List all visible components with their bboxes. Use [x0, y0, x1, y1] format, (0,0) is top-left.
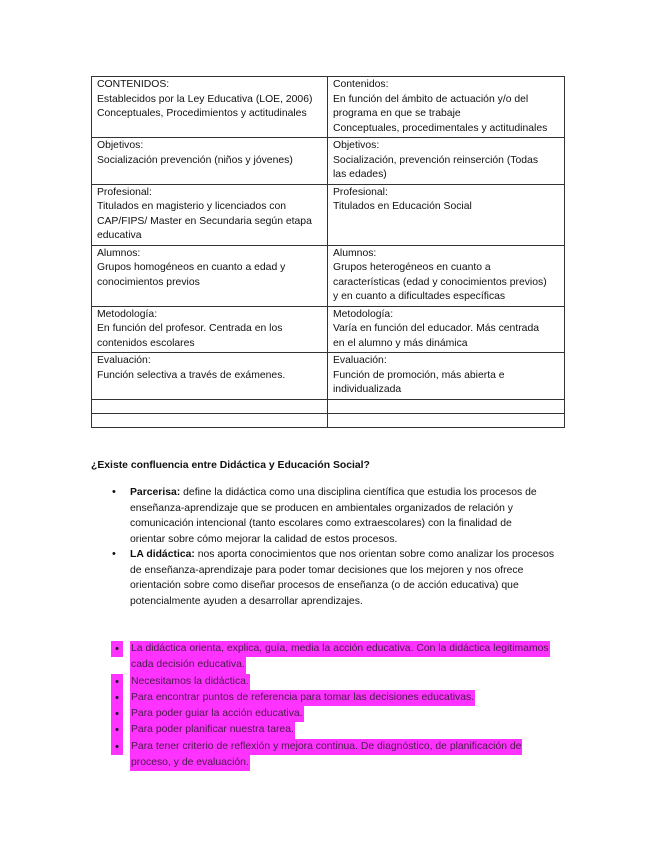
- text-line: enseñanza-aprendizaje que se producen en ambientales organizados de relación y: [130, 502, 513, 514]
- table-cell-left: [92, 245, 328, 306]
- table-cell-empty: [328, 399, 565, 413]
- highlighted-line: La didáctica orienta, explica, guía, media la acción educativa. Con la didáctica legitimamos: [130, 641, 550, 657]
- table-row: [92, 306, 565, 353]
- bullet-icon: •: [111, 706, 123, 722]
- cell-line: Varía en función del educador. Más centrada: [333, 323, 540, 334]
- text-line: comunicación intencional (tanto escolares como extraescolares) con la finalidad de: [130, 518, 512, 529]
- table-cell-right: [328, 184, 565, 245]
- list-item: [115, 674, 550, 690]
- cell-line: en el alumno y más dinámica: [333, 337, 468, 349]
- definitions-list: [112, 485, 570, 609]
- table-row: [92, 77, 565, 138]
- highlighted-line: Para tener criterio de reflexión y mejora continua. De diagnóstico, de planificación de: [130, 739, 522, 755]
- cell-line: Establecidos por la Ley Educativa (LOE, 2006): [97, 93, 313, 105]
- table-cell-right: [328, 353, 565, 400]
- cell-line: Alumnos:: [97, 247, 141, 259]
- cell-line: CONTENIDOS:: [97, 79, 170, 90]
- definition-term: LA didáctica:: [130, 549, 195, 560]
- cell-line: Socialización prevención (niños y jóvenes): [97, 154, 293, 166]
- cell-line: Objetivos:: [97, 140, 144, 151]
- cell-line: Evaluación:: [97, 355, 151, 366]
- text-line: de enseñanza-aprendizaje para poder tomar decisiones que los mejoren y nos ofrece: [130, 564, 524, 576]
- text-line: orientar sobre cómo mejorar la calidad de estos procesos.: [130, 533, 398, 545]
- text-line: potencialmente ayuden a desarrollar aprendizajes.: [130, 595, 363, 607]
- cell-line: En función del profesor. Centrada en los: [97, 323, 283, 334]
- table-cell-right: [328, 306, 565, 353]
- list-item: [115, 641, 550, 674]
- table-cell-left: [92, 353, 328, 400]
- comparison-table: [91, 76, 565, 428]
- cell-line: las edades): [333, 169, 387, 180]
- bullet-icon: •: [111, 722, 123, 738]
- cell-line: Objetivos:: [333, 140, 380, 151]
- table-cell-right: [328, 138, 565, 185]
- highlighted-line: Para poder planificar nuestra tarea.: [130, 722, 295, 738]
- list-item: [112, 485, 570, 547]
- table-cell-empty: [92, 413, 328, 427]
- cell-line: contenidos escolares: [97, 337, 195, 349]
- cell-line: Titulados en magisterio y licenciados con: [97, 201, 287, 212]
- cell-line: Función de promoción, más abierta e: [333, 369, 505, 381]
- cell-line: Conceptuales, Procedimientos y actitudinales: [97, 108, 307, 119]
- highlighted-list: [115, 641, 550, 771]
- table-row-empty: [92, 413, 565, 427]
- cell-line: Profesional:: [97, 186, 152, 198]
- cell-line: Socialización, prevención reinserción (Todas: [333, 154, 539, 166]
- bullet-icon: •: [112, 548, 116, 560]
- definition-text: nos aporta conocimientos que nos orientan sobre como analizar los procesos: [194, 549, 555, 560]
- table-cell-right: [328, 77, 565, 138]
- table-cell-right: [328, 245, 565, 306]
- cell-line: Metodología:: [333, 308, 394, 320]
- highlighted-line: Necesitamos la didáctica.: [130, 674, 250, 690]
- cell-line: En función del ámbito de actuación y/o del: [333, 93, 529, 105]
- list-item: [115, 722, 550, 738]
- definition-term: Parcerisa:: [130, 487, 181, 498]
- bullet-icon: •: [111, 739, 123, 755]
- cell-line: Evaluación:: [333, 355, 387, 366]
- list-item: [112, 547, 570, 609]
- highlighted-line: Para poder guiar la acción educativa.: [130, 706, 304, 722]
- cell-line: conocimientos previos: [97, 276, 200, 288]
- cell-line: Grupos heterogéneos en cuanto a: [333, 262, 491, 273]
- cell-line: Grupos homogéneos en cuanto a edad y: [97, 262, 286, 273]
- text-line: orientación sobre como diseñar procesos de enseñanza (o de acción educativa) que: [130, 580, 519, 591]
- cell-line: Conceptuales, procedimentales y actitudinales: [333, 122, 548, 134]
- cell-line: Metodología:: [97, 308, 158, 320]
- cell-line: Profesional:: [333, 186, 388, 198]
- table-cell-left: [92, 138, 328, 185]
- definition-text: define la didáctica como una disciplina científica que estudia los procesos de: [180, 487, 537, 498]
- cell-line: Alumnos:: [333, 247, 377, 259]
- table-cell-left: [92, 306, 328, 353]
- table-row: [92, 138, 565, 185]
- table-row: [92, 245, 565, 306]
- table-cell-left: [92, 77, 328, 138]
- table-cell-empty: [92, 399, 328, 413]
- cell-line: programa en que se trabaje: [333, 108, 461, 119]
- cell-line: Titulados en Educación Social: [333, 201, 472, 212]
- cell-line: individualizada: [333, 384, 402, 395]
- table-cell-left: [92, 184, 328, 245]
- cell-line: Contenidos:: [333, 79, 389, 90]
- list-item: [115, 739, 550, 772]
- highlighted-line: cada decisión educativa.: [130, 657, 246, 673]
- text-line: [130, 485, 570, 501]
- highlighted-line: Para encontrar puntos de referencia para tomar las decisiones educativas.: [130, 690, 475, 706]
- list-item: [115, 690, 550, 706]
- list-item: [115, 706, 550, 722]
- bullet-icon: •: [111, 674, 123, 690]
- cell-line: educativa: [97, 230, 142, 241]
- text-line: [130, 547, 570, 563]
- table-row: [92, 184, 565, 245]
- table-row: [92, 353, 565, 400]
- table-cell-empty: [328, 413, 565, 427]
- section-question: ¿Existe confluencia entre Didáctica y Educación Social?: [91, 460, 370, 471]
- bullet-icon: •: [112, 486, 116, 498]
- cell-line: y en cuanto a dificultades específicas: [333, 291, 506, 302]
- cell-line: características (edad y conocimientos previos): [333, 276, 547, 288]
- highlighted-line: proceso, y de evaluación.: [130, 755, 250, 771]
- bullet-icon: •: [111, 641, 123, 657]
- table-row-empty: [92, 399, 565, 413]
- bullet-icon: •: [111, 690, 123, 706]
- cell-line: CAP/FIPS/ Master en Secundaria según etapa: [97, 215, 312, 227]
- cell-line: Función selectiva a través de exámenes.: [97, 369, 286, 381]
